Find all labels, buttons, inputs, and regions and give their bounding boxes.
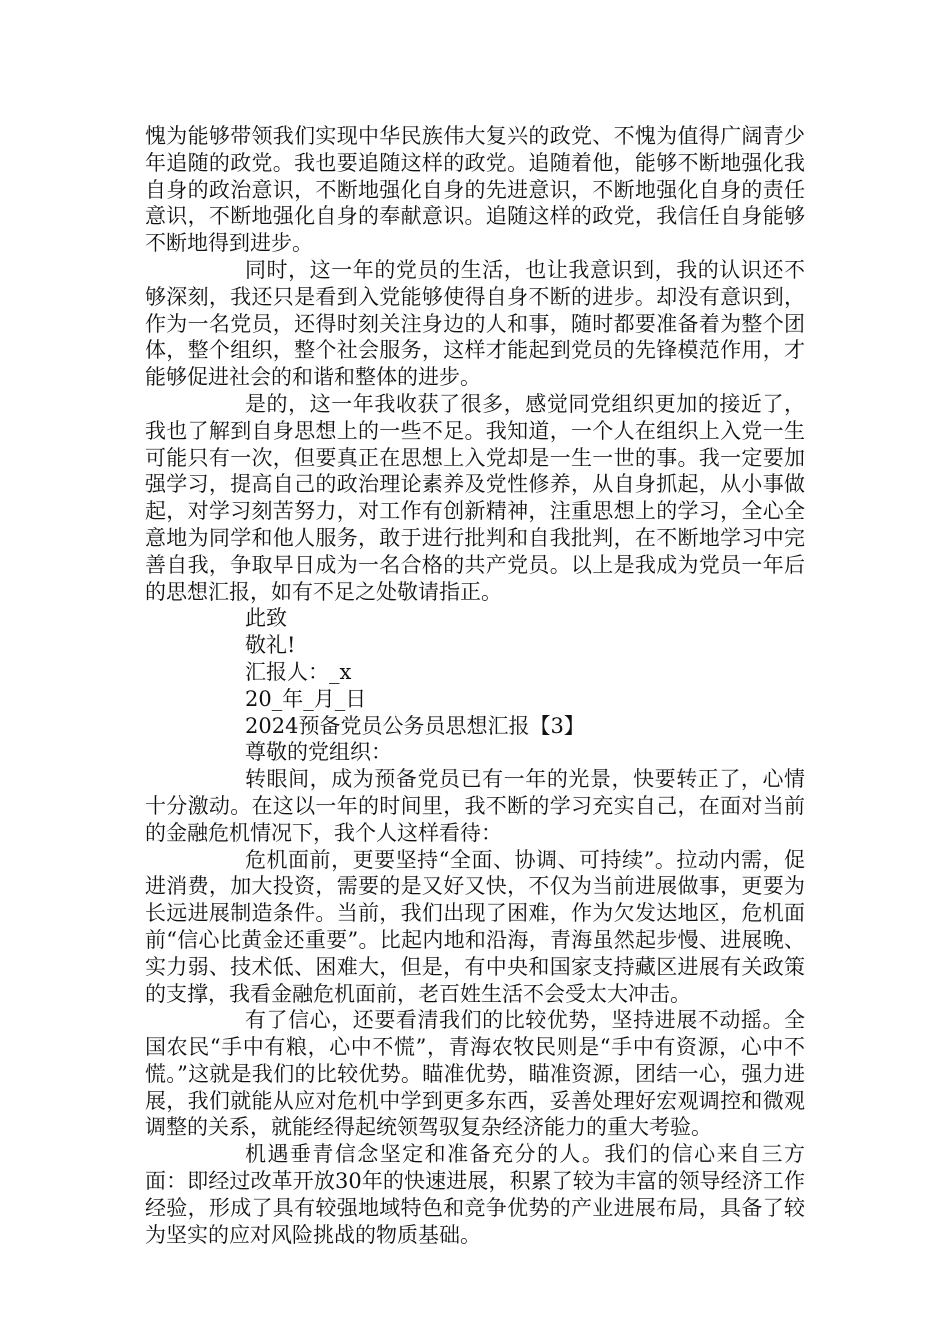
- body-paragraph-1: 愧为能够带领我们实现中华民族伟大复兴的政党、不愧为值得广阔青少年追随的政党。我也要追随这样的政党。追随着他，能够不断地强化我自身的政治意识，不断地强化自身的先进意识，不断地强化自身的责任意识，不断地强化自身的奉献意识。追随这样的政党，我信任自身能够不断地得到进步。: [145, 124, 805, 256]
- document-page: [145, 123, 805, 1248]
- body-paragraph-2: 同时，这一年的党员的生活，也让我意识到，我的认识还不够深刻，我还只是看到入党能够使得自身不断的进步。却没有意识到，作为一名党员，还得时刻关注身边的人和事，随时都要准备着为整个团体，整个组织，整个社会服务，这样才能起到党员的先锋模范作用，才能够促进社会的和谐和整体的进步。: [145, 257, 805, 390]
- closing-line-cizhi: 此致: [245, 606, 287, 631]
- body-paragraph-5: 危机面前，更要坚持“全面、协调、可持续”。拉动内需，促进消费，加大投资，需要的是又好又快，不仅为当前进展做事，更要为长远进展制造条件。当前，我们出现了困难，作为欠发达地区，危机面前“信心比黄金还重要”。比起内地和沿海，青海虽然起步慢、进展晚、实力弱、技术低、困难大，但是，有中央和国家支持藏区进展有关政策的支撑，我看金融危机面前，老百姓生活不会受太大冲击。: [145, 847, 805, 1006]
- closing-line-jingli: 敬礼!: [245, 633, 296, 658]
- date-line: 20_年_月_日: [245, 686, 367, 711]
- body-paragraph-3: 是的，这一年我收获了很多，感觉同党组织更加的接近了，我也了解到自身思想上的一些不足。我知道，一个人在组织上入党一生可能只有一次，但要真正在思想上入党却是一生一世的事。我一定要加强学习，提高自己的政治理论素养及党性修养，从自身抓起，从小事做起，对学习刻苦努力，对工作有创新精神，注重思想上的学习，全心全意地为同学和他人服务，敢于进行批判和自我批判，在不断地学习中完善自我，争取早日成为一名合格的共产党员。以上是我成为党员一年后的思想汇报，如有不足之处敬请指正。: [145, 391, 805, 604]
- reporter-line: 汇报人：_x: [245, 659, 352, 684]
- body-paragraph-6: 有了信心，还要看清我们的比较优势，坚持进展不动摇。全国农民“手中有粮，心中不慌”，青海农牧民则是“手中有资源，心中不慌。”这就是我们的比较优势。瞄准优势，瞄准资源，团结一心，强力进展，我们就能从应对危机中学到更多东西，妥善处理好宏观调控和微观调整的关系，就能经得起统领驾驭复杂经济能力的重大考验。: [145, 1008, 805, 1140]
- body-paragraph-4: 转眼间，成为预备党员已有一年的光景，快要转正了，心情十分激动。在这以一年的时间里，我不断的学习充实自己，在面对当前的金融危机情况下，我个人这样看待：: [145, 767, 805, 845]
- body-paragraph-7: 机遇垂青信念坚定和准备充分的人。我们的信心来自三方面：即经过改革开放30年的快速进展，积累了较为丰富的领导经济工作经验，形成了具有较强地域特色和竞争优势的产业进展布局，具备了较为坚实的应对风险挑战的物质基础。: [145, 1142, 805, 1247]
- section-heading: 2024预备党员公务员思想汇报【3】: [245, 713, 585, 738]
- salutation-line: 尊敬的党组织：: [245, 740, 392, 765]
